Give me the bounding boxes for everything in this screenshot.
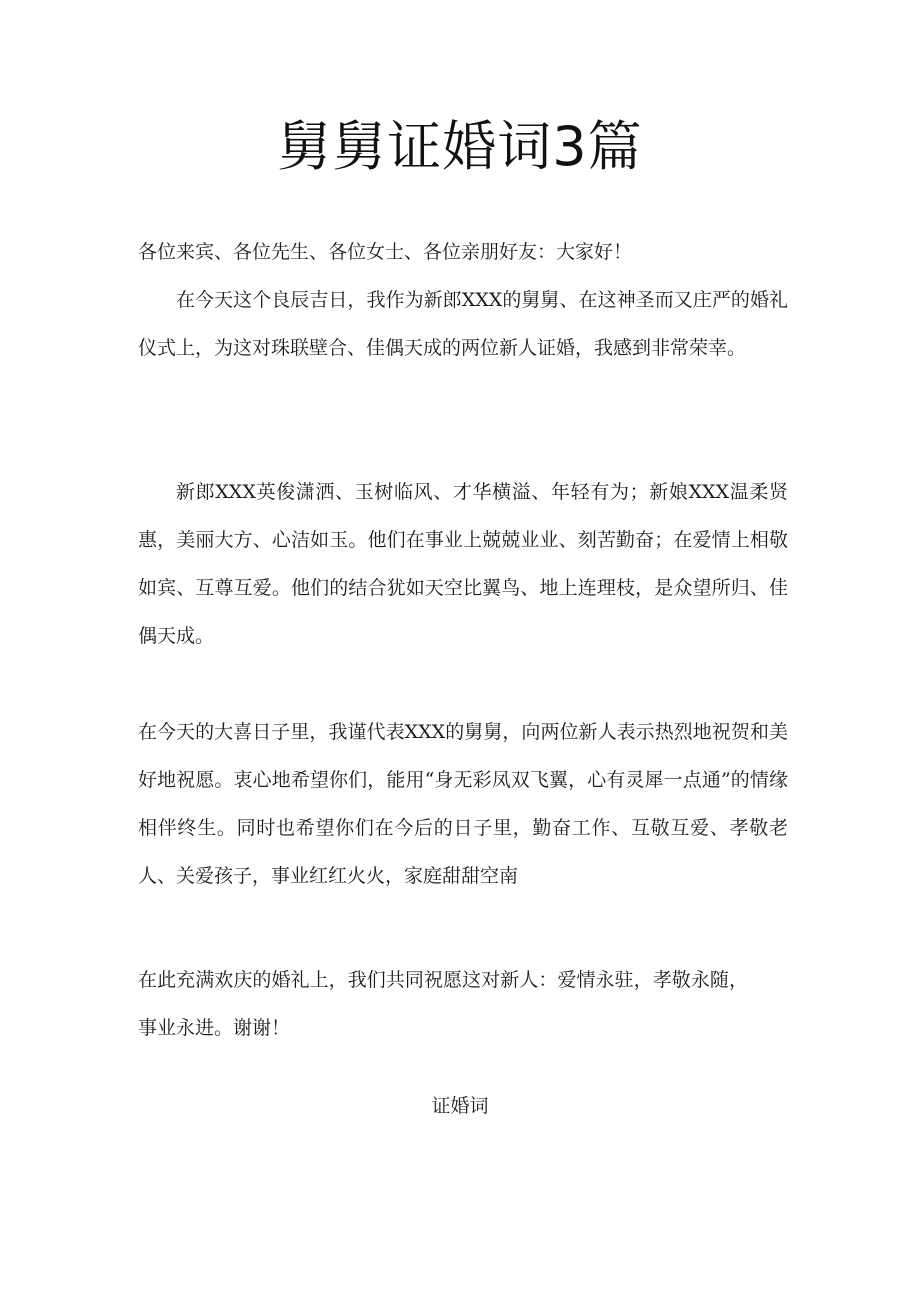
section-heading: 证婚词: [431, 1095, 489, 1117]
paragraph-1: 在今天这个良辰吉日，我作为新郎XXX的舅舅、在这神圣而又庄严的婚礼仪式上，为这对珠联壁合、佳偶天成的两位新人证婚，我感到非常荣幸。: [138, 289, 788, 359]
greeting-line: 各位来宾、各位先生、各位女士、各位亲朋好友：大家好！: [138, 241, 633, 263]
paragraph-2: 新郎XXX英俊潇洒、玉树临风、才华横溢、年轻有为；新娘XXX温柔贤惠，美丽大方、心洁如玉。他们在事业上兢兢业业、刻苦勤奋；在爱情上相敬如宾、互尊互爱。他们的结合犹如天空比翼鸟、地上连理枝，是众望所归、佳偶天成。: [138, 481, 788, 647]
paragraph-3: 在今天的大喜日子里，我谨代表XXX的舅舅，向两位新人表示热烈地祝贺和美好地祝愿。衷心地希望你们，能用“身无彩凤双飞翼，心有灵犀一点通”的情缘相伴终生。同时也希望你们在今后的日子里，勤奋工作、互敬互爱、孝敬老人、关爱孩子，事业红红火火，家庭甜甜空南: [138, 721, 788, 887]
document-title: 舅舅证婚词3篇: [277, 115, 643, 178]
paragraph-4: 在此充满欢庆的婚礼上，我们共同祝愿这对新人：爱情永驻，孝敬永随，事业永进。谢谢！: [138, 969, 748, 1039]
